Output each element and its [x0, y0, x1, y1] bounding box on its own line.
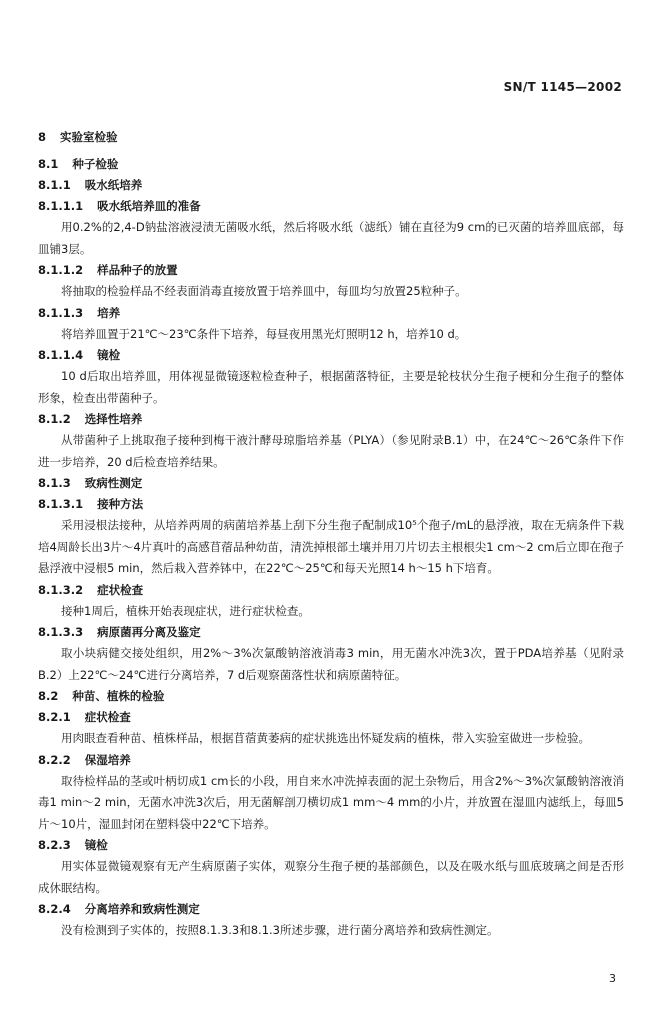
paragraph: 将抽取的检验样品不经表面消毒直接放置于培养皿中，每皿均匀放置25粒种子。	[61, 284, 467, 298]
section-heading: 8.2.1 症状检查	[38, 710, 131, 724]
section-heading: 8.1.1.1 吸水纸培养皿的准备	[38, 199, 201, 213]
paragraph: 采用浸根法接种，从培养两周的病菌培养基上刮下分生孢子配制成10⁵个孢子/mL的悬浮液，取在无病条件下栽培4周龄长出3片～4片真叶的高感苜蓿品种幼苗，清洗掉根部土壤并用刀片切去主根根尖1 cm～2 cm后立即在孢子悬浮液中浸根5 min，然后栽入营养钵中，在22℃～25℃和每天光照14 h～15 h下培育。	[38, 518, 624, 575]
paragraph: 用实体显微镜观察有无产生病原菌子实体，观察分生孢子梗的基部颜色，以及在吸水纸与皿底玻璃之间是否形成休眠结构。	[38, 859, 624, 895]
section-heading: 8 实验室检验	[38, 130, 118, 144]
standard-number: SN/T 1145—2002	[503, 80, 622, 94]
document-body	[38, 127, 624, 942]
paragraph: 从带菌种子上挑取孢子接种到梅干液汁酵母琼脂培养基（PLYA）（参见附录B.1）中，在24℃～26℃条件下作进一步培养，20 d后检查培养结果。	[38, 433, 624, 469]
paragraph: 10 d后取出培养皿，用体视显微镜逐粒检查种子，根据菌落特征，主要是轮枝状分生孢子梗和分生孢子的整体形象，检查出带菌种子。	[38, 369, 624, 405]
section-heading: 8.1.3.1 接种方法	[38, 497, 144, 511]
section-heading: 8.1.3 致病性测定	[38, 476, 143, 490]
section-heading: 8.1.1 吸水纸培养	[38, 178, 143, 192]
section-heading: 8.1 种子检验	[38, 157, 119, 171]
paragraph: 用肉眼查看种苗、植株样品，根据苜蓿黄萎病的症状挑选出怀疑发病的植株，带入实验室做进一步检验。	[61, 731, 590, 745]
paragraph: 接种1周后，植株开始表现症状，进行症状检查。	[61, 603, 310, 618]
section-heading: 8.1.1.3 培养	[38, 305, 121, 320]
section-heading: 8.2 种苗、植株的检验	[38, 689, 165, 703]
section-heading: 8.2.2 保湿培养	[38, 752, 131, 767]
paragraph: 没有检测到子实体的，按照8.1.3.3和8.1.3所述步骤，进行菌分离培养和致病性测定。	[61, 923, 499, 937]
section-heading: 8.1.1.4 镜检	[38, 348, 121, 362]
section-heading: 8.1.1.2 样品种子的放置	[38, 263, 178, 277]
section-heading: 8.1.3.2 症状检查	[38, 582, 144, 597]
paragraph: 将培养皿置于21℃～23℃条件下培养，每昼夜用黑光灯照明12 h，培养10 d。	[61, 326, 467, 341]
section-heading: 8.1.2 选择性培养	[38, 412, 143, 426]
section-heading: 8.2.3 镜检	[38, 838, 108, 852]
paragraph: 用0.2%的2,4-D钠盐溶液浸渍无菌吸水纸，然后将吸水纸（滤纸）铺在直径为9 cm的已灭菌的培养皿底部，每皿铺3层。	[38, 220, 624, 256]
page-number: 3	[609, 972, 616, 985]
paragraph: 取待检样品的茎或叶柄切成1 cm长的小段，用自来水冲洗掉表面的泥土杂物后，用含2%～3%次氯酸钠溶液消毒1 min～2 min，无菌水冲洗3次后，用无菌解剖刀横切成1 mm～4 mm的小片，并放置在湿皿内滤纸上，每皿5片～10片，湿皿封闭在塑料袋中22℃下培养。	[38, 773, 624, 831]
section-heading: 8.1.3.3 病原菌再分离及鉴定	[38, 625, 201, 639]
section-heading: 8.2.4 分离培养和致病性测定	[38, 902, 200, 916]
paragraph: 取小块病健交接处组织，用2%～3%次氯酸钠溶液消毒3 min，用无菌水冲洗3次，置于PDA培养基（见附录B.2）上22℃～24℃进行分离培养，7 d后观察菌落性状和病原菌特征。	[38, 646, 624, 682]
